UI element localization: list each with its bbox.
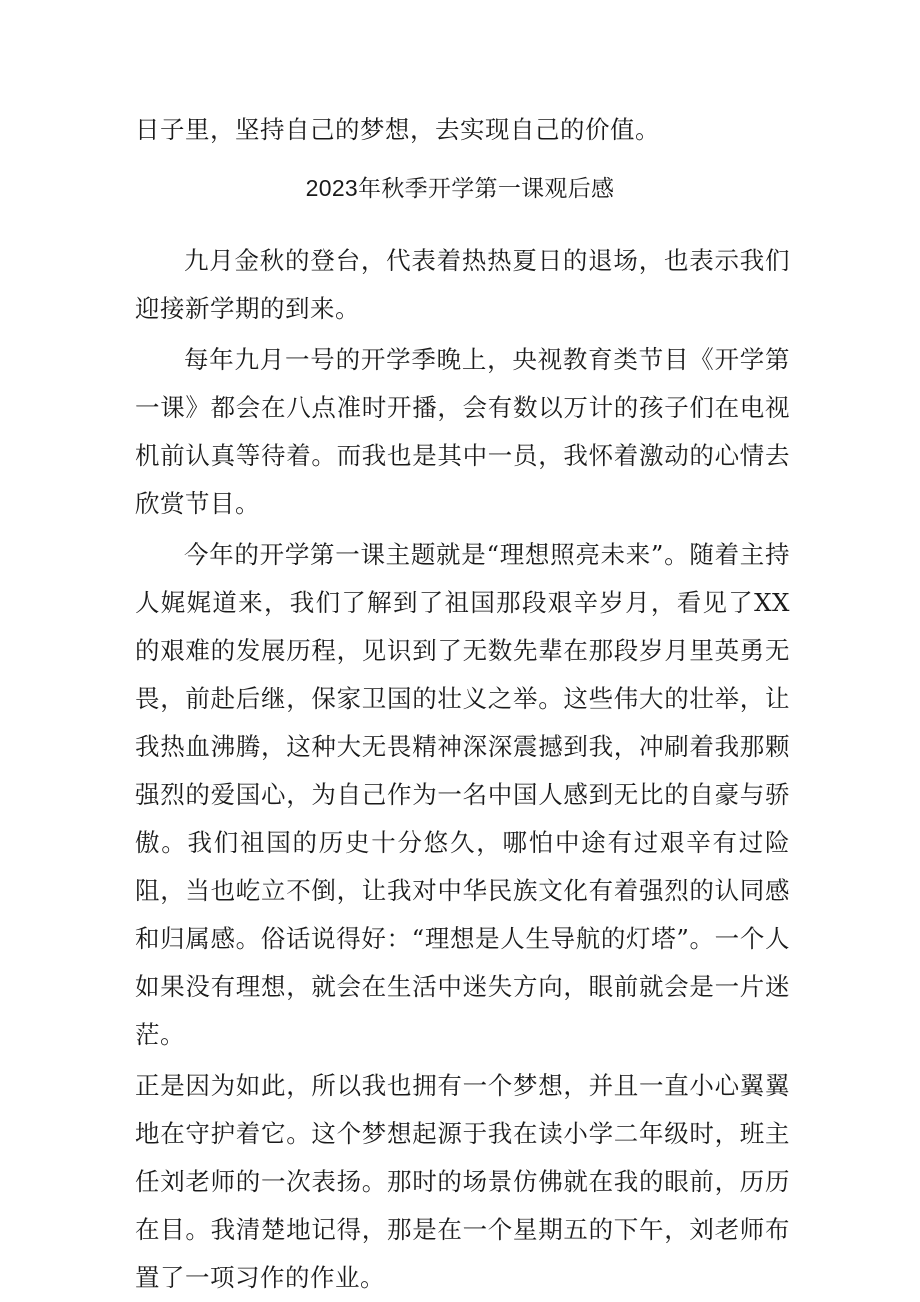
paragraph-4: 正是因为如此，所以我也拥有一个梦想，并且一直小心翼翼地在守护着它。这个梦想起源于我在读小学二年级时，班主任刘老师的一次表扬。那时的场景仿佛就在我的眼前，历历在目。我清楚地记得，那是在一个星期五的下午，刘老师布置了一项习作的作业。 <box>135 1071 790 1292</box>
lead-text-block <box>135 106 790 154</box>
paragraph-3: 今年的开学第一课主题就是“理想照亮未来”。随着主持人娓娓道来，我们了解到了祖国那段艰辛岁月，看见了XX的艰难的发展历程，见识到了无数先辈在那段岁月里英勇无畏，前赴后继，保家卫国的壮义之举。这些伟大的壮举，让我热血沸腾，这种大无畏精神深深震撼到我，冲刷着我那颗强烈的爱国心，为自己作为一名中国人感到无比的自豪与骄傲。我们祖国的历史十分悠久，哪怕中途有过艰辛有过险阻，当也屹立不倒，让我对中华民族文化有着强烈的认同感和归属感。俗话说得好：“理想是人生导航的灯塔”。一个人如果没有理想，就会在生活中迷失方向，眼前就会是一片迷茫。 <box>135 540 790 1049</box>
lead-line: 日子里，坚持自己的梦想，去实现自己的价值。 <box>135 115 660 144</box>
document-title: 2023年秋季开学第一课观后感 <box>305 175 615 201</box>
paragraph-1: 九月金秋的登台，代表着热热夏日的退场，也表示我们迎接新学期的到来。 <box>135 246 790 323</box>
paragraph-2: 每年九月一号的开学季晚上，央视教育类节目《开学第一课》都会在八点准时开播，会有数以万计的孩子们在电视机前认真等待着。而我也是其中一员，我怀着激动的心情去欣赏节目。 <box>135 345 790 518</box>
body-text-block <box>135 237 790 1302</box>
